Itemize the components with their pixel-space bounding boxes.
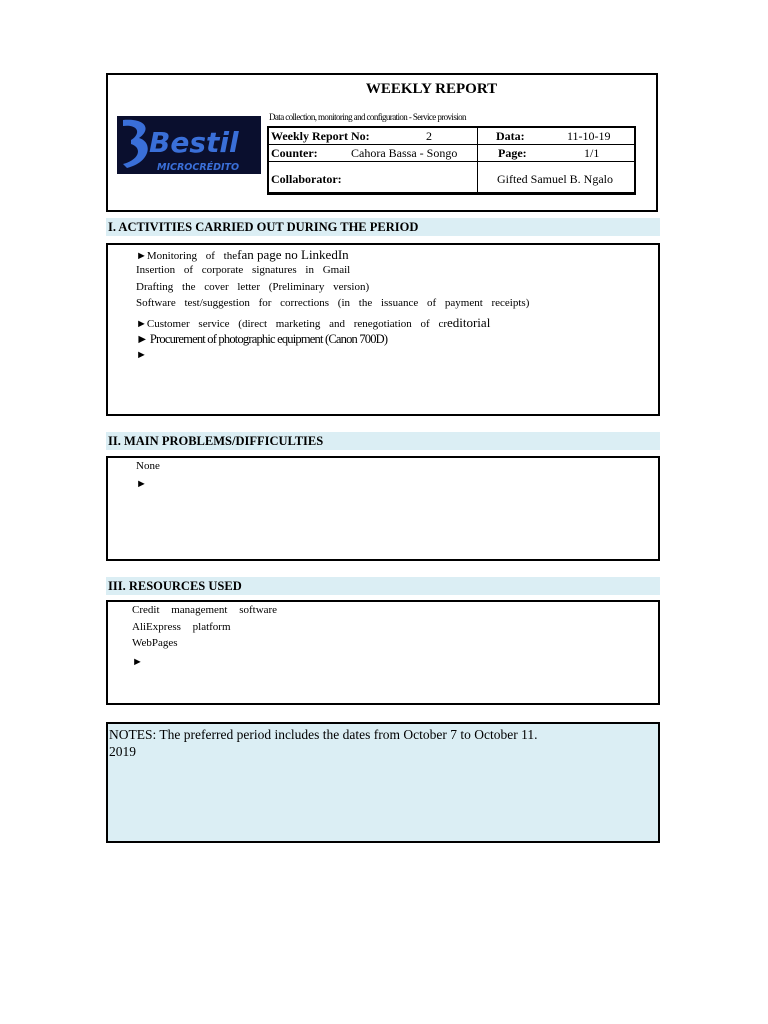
- report-info-table: [267, 126, 636, 195]
- data-value: 11-10-19: [567, 129, 611, 143]
- notes-line-2: 2019: [109, 744, 136, 759]
- report-subtitle: Data collection, monitoring and configuration - Service provision: [269, 112, 466, 122]
- activities-box: [106, 243, 660, 416]
- resource-item: Credit management software: [132, 604, 278, 616]
- resources-box: [106, 600, 660, 705]
- resource-item: WebPages: [132, 637, 178, 649]
- section-problems-title: II. MAIN PROBLEMS/DIFFICULTIES: [106, 432, 660, 450]
- logo-text: Bestil: [149, 126, 239, 159]
- notes-line-1: NOTES: The preferred period includes the dates from October 7 to October 11.: [109, 727, 538, 742]
- problem-item: None: [136, 460, 160, 472]
- company-logo: [117, 116, 261, 174]
- activity-item: ►Customer service (direct marketing and renegotiation of creditorial: [136, 315, 491, 330]
- report-no-value: 2: [426, 129, 432, 143]
- counter-label: Counter:: [271, 146, 318, 160]
- activity-item: Drafting the cover letter (Preliminary version): [136, 281, 370, 293]
- activity-item: Insertion of corporate signatures in Gmail: [136, 264, 351, 276]
- activity-item: ►: [136, 349, 147, 361]
- notes-box: [106, 722, 660, 843]
- page-label: Page:: [498, 146, 527, 160]
- activity-item: ►Monitoring of thefan page no LinkedIn: [136, 247, 349, 262]
- logo-subtext: MICROCRÉDITO: [157, 162, 240, 173]
- data-label: Data:: [496, 129, 525, 143]
- collaborator-value: Gifted Samuel B. Ngalo: [497, 172, 613, 186]
- page-title: WEEKLY REPORT: [365, 81, 498, 97]
- collaborator-label: Collaborator:: [271, 172, 342, 186]
- problems-box: [106, 456, 660, 561]
- problem-item: ►: [136, 478, 147, 490]
- activity-item: Software test/suggestion for corrections (in the issuance of payment receipts): [136, 297, 530, 309]
- info-table-divider: [477, 128, 478, 193]
- resource-item: AliExpress platform: [132, 621, 231, 633]
- info-row-2: [269, 145, 634, 162]
- info-row-3: [269, 162, 634, 193]
- section-resources-title: III. RESOURCES USED: [106, 577, 660, 595]
- resource-item: ►: [132, 656, 143, 668]
- counter-value: Cahora Bassa - Songo: [351, 146, 458, 160]
- page-value: 1/1: [584, 146, 600, 160]
- info-row-1: [269, 128, 634, 145]
- activity-item: ► Procurement of photographic equipment (Canon 700D): [136, 332, 388, 346]
- section-activities-title: I. ACTIVITIES CARRIED OUT DURING THE PERIOD: [106, 218, 660, 236]
- report-no-label: Weekly Report No:: [271, 129, 370, 143]
